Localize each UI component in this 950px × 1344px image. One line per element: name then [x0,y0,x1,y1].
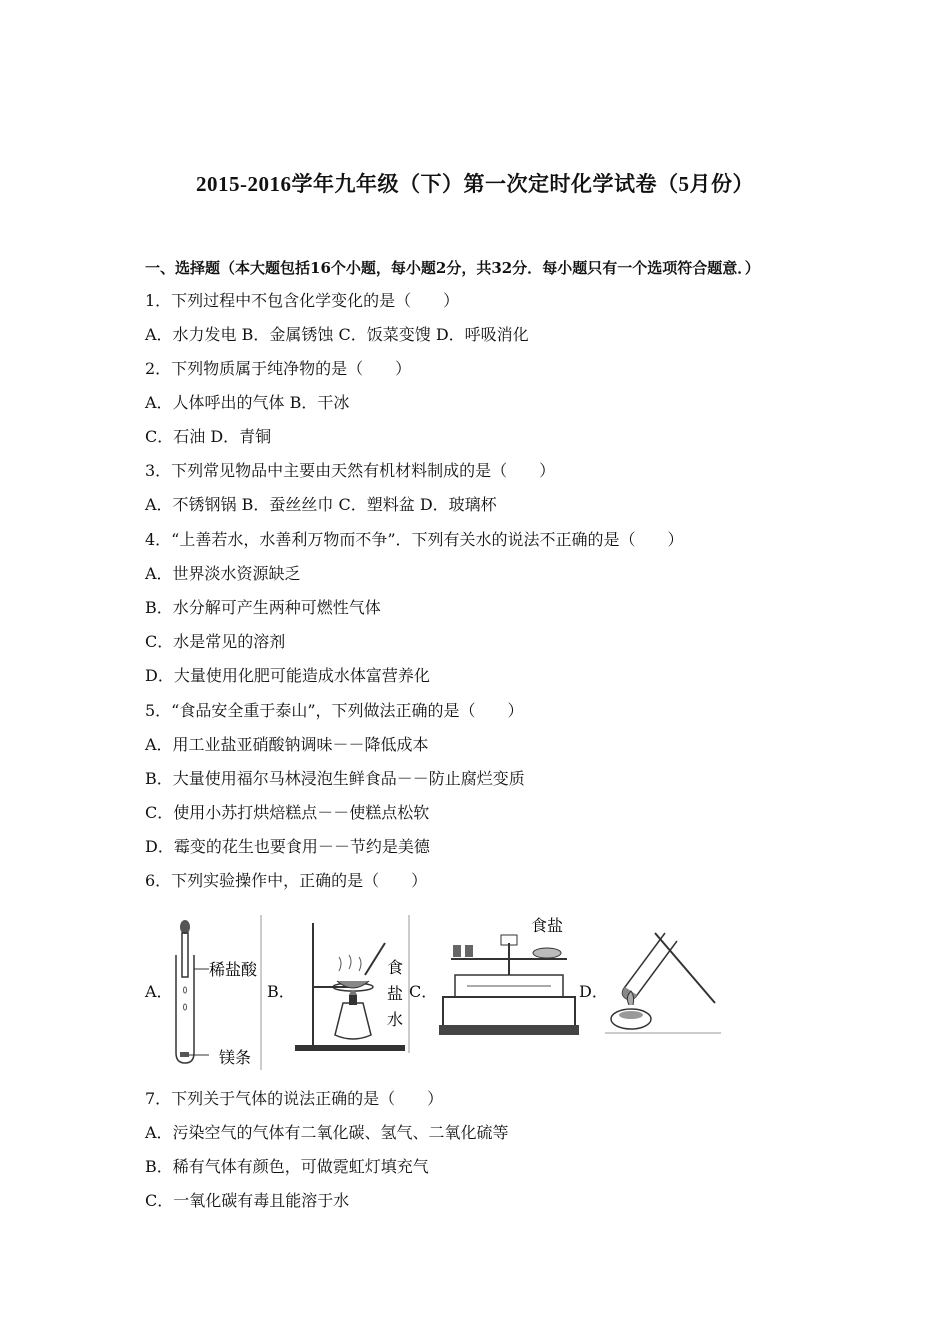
q4-option-c: C．水是常见的溶剂 [145,632,286,651]
fig-c-label-salt: 食盐 [531,916,564,935]
q2-stem: 2．下列物质属于纯净物的是（ ） [145,359,412,378]
q6-figures [145,915,745,1070]
q5-option-a: A．用工业盐亚硝酸钠调味－－降低成本 [145,735,429,754]
q3-options: A．不锈钢锅 B．蚕丝丝巾 C．塑料盆 D．玻璃杯 [145,495,497,514]
fig-b-label-2: 盐 [387,984,404,1003]
fig-b-label-1: 食 [387,958,404,977]
q5-option-b: B．大量使用福尔马林浸泡生鲜食品－－防止腐烂变质 [145,769,525,788]
q7-option-a: A．污染空气的气体有二氧化碳、氢气、二氧化硫等 [145,1123,509,1142]
q7-option-c: C．一氧化碳有毒且能溶于水 [145,1191,350,1210]
q6-label-b: B． [267,982,295,1001]
section-heading: 一、选择题（本大题包括16个小题，每小题2分，共32分．每小题只有一个选项符合题意．） [145,259,760,277]
q2-options-cd: C．石油 D．青铜 [145,427,272,446]
q4-option-a: A．世界淡水资源缺乏 [145,564,301,583]
fig-a-label-mg: 镁条 [219,1048,252,1067]
q4-option-d: D．大量使用化肥可能造成水体富营养化 [145,666,430,685]
q5-stem: 5．“食品安全重于泰山”，下列做法正确的是（ ） [145,701,524,720]
q6-label-c: C． [409,982,438,1001]
test-tube-dropper-figure [171,915,263,1070]
q5-option-d: D．霉变的花生也要食用－－节约是美德 [145,837,430,856]
balance-figure [437,915,581,1037]
page-title: 2015-2016学年九年级（下）第一次定时化学试卷（5月份） [196,172,754,196]
q1-stem: 1．下列过程中不包含化学变化的是（ ） [145,291,460,310]
q1-options: A．水力发电 B．金属锈蚀 C．饭菜变馊 D．呼吸消化 [145,325,529,344]
q7-option-b: B．稀有气体有颜色，可做霓虹灯填充气 [145,1157,429,1176]
q3-stem: 3．下列常见物品中主要由天然有机材料制成的是（ ） [145,461,556,480]
q4-option-b: B．水分解可产生两种可燃性气体 [145,598,381,617]
fig-b-label-3: 水 [387,1010,404,1029]
heating-test-tube-figure [605,915,723,1035]
q6-label-a: A． [145,982,173,1001]
q4-stem: 4．“上善若水，水善利万物而不争”．下列有关水的说法不正确的是（ ） [145,530,684,549]
q5-option-c: C．使用小苏打烘焙糕点－－使糕点松软 [145,803,430,822]
q7-stem: 7．下列关于气体的说法正确的是（ ） [145,1089,444,1108]
fig-a-label-acid: 稀盐酸 [209,960,258,979]
q6-stem: 6．下列实验操作中，正确的是（ ） [145,871,428,890]
q6-label-d: D． [579,982,608,1001]
evaporation-stand-figure [291,915,411,1055]
q2-options-ab: A．人体呼出的气体 B．干冰 [145,393,350,412]
